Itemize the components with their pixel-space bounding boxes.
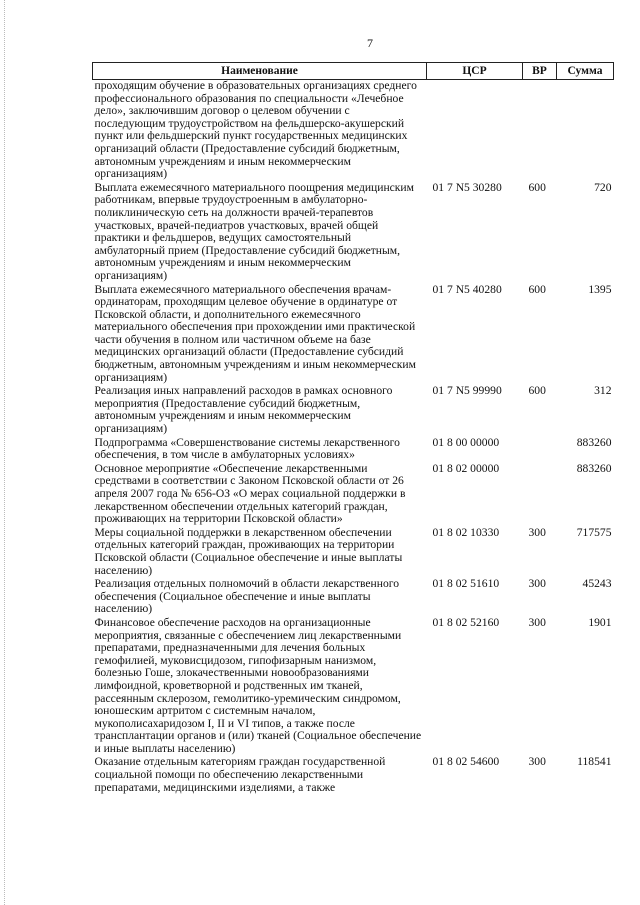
row-vr: [523, 80, 557, 182]
budget-table: [92, 62, 614, 795]
table-row: [93, 437, 614, 463]
row-sum: 1901: [588, 615, 612, 629]
row-csr: 01 8 02 52160: [432, 615, 500, 629]
row-name: Реализация иных направлений расходов в рамках основного мероприятия (Предоставление субсидий бюджетным, автономным учреждениям и иным некоммерческим организациям): [94, 384, 393, 436]
row-csr: 01 8 02 00000: [432, 461, 500, 475]
row-vr: 600: [528, 180, 546, 194]
row-vr: 300: [528, 525, 546, 539]
header-name: Наименование: [93, 63, 427, 80]
row-sum: [557, 80, 614, 182]
row-vr: 600: [528, 384, 546, 398]
table-row: [93, 385, 614, 436]
table-header-row: [93, 63, 614, 80]
row-name: Финансовое обеспечение расходов на организационные мероприятия, связанные с обеспечением лиц лекарственными препаратами, предназначенными для лечения больных гемофилией, муковисцидозом, гипофизарным нанизмом, болезнью Гоше, злокачественными новообразованиями лимфоидной, кроветворной и родственных им тканей, рассеянным склерозом, гемолитико-уремическим синдромом, юношеским артритом с системным началом, мукополисахаридозом I, II и VI типов, а также после трансплантации органов и (или) тканей (Социальное обеспечение и иные выплаты населению): [94, 615, 422, 755]
row-csr: 01 8 00 00000: [432, 435, 500, 449]
row-sum: 883260: [576, 461, 612, 475]
row-name: проходящим обучение в образовательных организациях среднего профессионального образования по специальности «Лечебное дело», заключившим договор о целевом обучении с последующим трудоустройством на фельдшерско-акушерский пункт или фельдшерский пункт государственных медицинских организаций области (Предоставление субсидий бюджетным, автономным учреждениям и иным некоммерческим организациям): [94, 79, 417, 181]
row-name: Меры социальной поддержки в лекарственном обеспечении отдельных категорий граждан, проживающих на территории Псковской области (Социальное обеспечение и иные выплаты населению): [94, 525, 403, 577]
row-csr: 01 7 N5 30280: [432, 180, 502, 194]
row-vr: [523, 437, 557, 463]
row-sum: 45243: [582, 577, 612, 591]
header-csr: ЦСР: [427, 63, 523, 80]
table-row: [93, 617, 614, 757]
budget-table-container: [92, 62, 613, 795]
row-csr: 01 8 02 51610: [432, 577, 500, 591]
header-sum: Сумма: [557, 63, 614, 80]
row-vr: 600: [528, 282, 546, 296]
table-row: [93, 527, 614, 578]
row-sum: 720: [594, 180, 612, 194]
row-csr: 01 7 N5 99990: [432, 384, 502, 398]
row-vr: [523, 463, 557, 527]
page-edge-line: [4, 0, 6, 905]
table-row: [93, 578, 614, 617]
row-name: Выплата ежемесячного материального обеспечения врачам-ординаторам, проходящим целевое обучение в ординатуре от Псковской области, и дополнительного ежемесячного материального обеспечения при прохождении ими практической части обучения в полном или частичном объеме на базе медицинских организаций области (Предоставление субсидий бюджетным, автономным учреждениям и иным некоммерческим организациям): [94, 282, 416, 384]
header-vr: ВР: [523, 63, 557, 80]
table-row: [93, 756, 614, 795]
row-name: Выплата ежемесячного материального поощрения медицинским работникам, впервые трудоустроенным в амбулаторно-поликлиническую сеть на должности врачей-терапевтов участковых, врачей-педиатров участковых, врачей общей практики и фельдшеров, ведущих самостоятельный амбулаторный прием (Предоставление субсидий бюджетным, автономным учреждениям и иным некоммерческим организациям): [94, 180, 414, 282]
row-csr: 01 8 02 54600: [432, 755, 500, 769]
row-csr: 01 8 02 10330: [432, 525, 500, 539]
row-sum: 312: [594, 384, 612, 398]
row-sum: 883260: [576, 435, 612, 449]
row-sum: 118541: [577, 755, 612, 769]
row-name: Подпрограмма «Совершенствование системы лекарственного обеспечения, в том числе в амбулаторных условиях»: [94, 435, 400, 462]
row-csr: 01 7 N5 40280: [432, 282, 502, 296]
row-name: Оказание отдельным категориям граждан государственной социальной помощи по обеспечению лекарственными препаратами, медицинскими изделиями, а также: [94, 755, 386, 794]
page-number: 7: [367, 36, 373, 50]
row-sum: 717575: [576, 525, 612, 539]
row-vr: 300: [528, 615, 546, 629]
row-vr: 300: [528, 577, 546, 591]
table-row: [93, 284, 614, 386]
table-row: [93, 182, 614, 284]
table-row: [93, 463, 614, 527]
row-name: Основное мероприятие «Обеспечение лекарственными средствами в соответствии с Законом Псковской области от 26 апреля 2007 года № 656-ОЗ «О мерах социальной поддержки в лекарственном обеспечении отдельных категорий граждан, проживающих на территории Псковской области»: [94, 461, 406, 526]
row-csr: [427, 80, 523, 182]
row-sum: 1395: [588, 282, 612, 296]
row-vr: 300: [528, 755, 546, 769]
row-name: Реализация отдельных полномочий в области лекарственного обеспечения (Социальное обеспечение и иные выплаты населению): [94, 577, 400, 616]
table-row: [93, 80, 614, 182]
